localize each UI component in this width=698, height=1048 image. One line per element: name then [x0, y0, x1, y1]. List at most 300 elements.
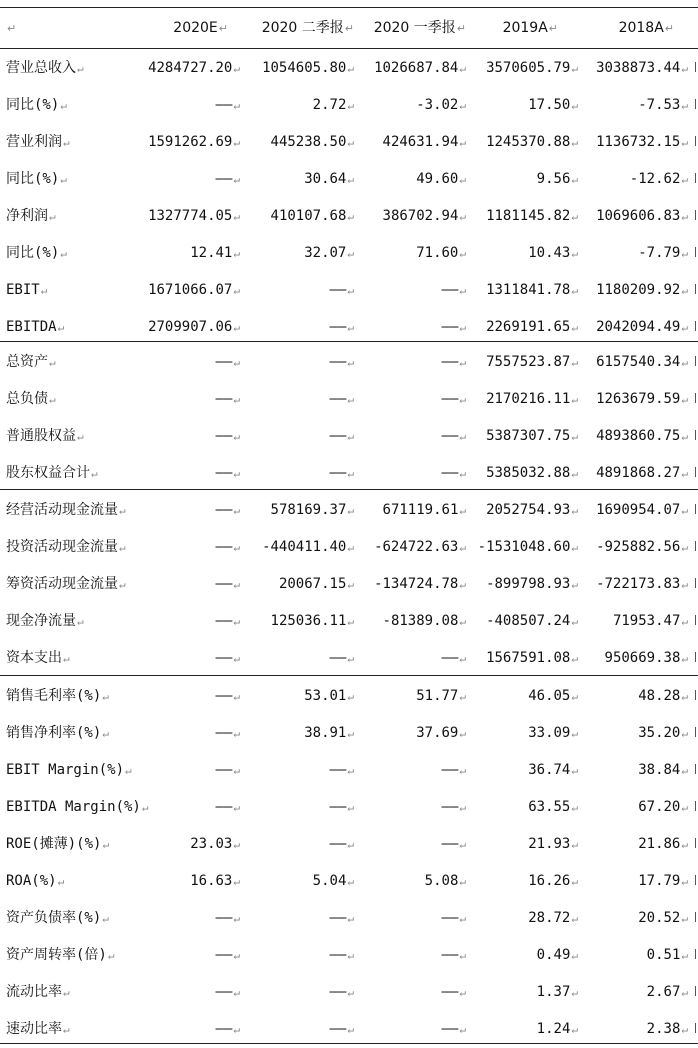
row-label: 资产负债率(%)↵	[6, 910, 109, 926]
value-cell: 1245370.88↵	[486, 134, 578, 150]
paragraph-mark-icon: ↵	[347, 690, 354, 703]
paragraph-mark-icon: ↵	[681, 356, 688, 369]
paragraph-mark-icon: ↵	[119, 578, 126, 591]
paragraph-mark-icon: ↵	[571, 727, 578, 740]
value-cell: 17.79↵	[638, 873, 688, 889]
value-cell: ——↵	[441, 465, 466, 481]
paragraph-mark-icon: ↵	[459, 284, 466, 297]
cell-edge-mark	[695, 393, 696, 403]
paragraph-mark-icon: ↵	[571, 578, 578, 591]
value-cell: ——↵	[215, 1021, 240, 1037]
value-cell: ——↵	[441, 319, 466, 335]
value-cell: ——↵	[215, 465, 240, 481]
row-label: 股东权益合计↵	[6, 465, 98, 481]
value-cell: ——↵	[441, 910, 466, 926]
paragraph-mark-icon: ↵	[233, 99, 240, 112]
paragraph-mark-icon: ↵	[681, 1023, 688, 1036]
value-cell: 1311841.78↵	[486, 282, 578, 298]
table-bottom-rule	[0, 1043, 698, 1044]
value-cell: ——↵	[441, 354, 466, 370]
value-cell: ——↵	[215, 650, 240, 666]
cell-edge-mark	[695, 1023, 696, 1033]
paragraph-mark-icon: ↵	[571, 136, 578, 149]
value-cell: ——↵	[215, 97, 240, 113]
paragraph-mark-icon: ↵	[347, 321, 354, 334]
value-cell: 1136732.15↵	[596, 134, 688, 150]
paragraph-mark-icon: ↵	[571, 652, 578, 665]
paragraph-mark-icon: ↵	[233, 356, 240, 369]
value-cell: 38.84↵	[638, 762, 688, 778]
header-col-4: 2019A↵	[502, 20, 558, 36]
value-cell: ——↵	[329, 391, 354, 407]
value-cell: ——↵	[215, 354, 240, 370]
paragraph-mark-icon: ↵	[571, 210, 578, 223]
paragraph-mark-icon: ↵	[233, 430, 240, 443]
row-label: 销售净利率(%)↵	[6, 725, 109, 741]
paragraph-mark-icon: ↵	[459, 875, 466, 888]
paragraph-mark-icon: ↵	[63, 986, 70, 999]
value-cell: ——↵	[215, 725, 240, 741]
paragraph-mark-icon: ↵	[459, 801, 466, 814]
value-cell: 1591262.69↵	[148, 134, 240, 150]
value-cell: 36.74↵	[528, 762, 578, 778]
paragraph-mark-icon: ↵	[347, 1023, 354, 1036]
paragraph-mark-icon: ↵	[347, 801, 354, 814]
value-cell: ——↵	[215, 576, 240, 592]
row-label: 销售毛利率(%)↵	[6, 688, 109, 704]
paragraph-mark-icon: ↵	[233, 393, 240, 406]
paragraph-mark-icon: ↵	[102, 912, 109, 925]
paragraph-mark-icon: ↵	[681, 764, 688, 777]
value-cell: 4284727.20↵	[148, 60, 240, 76]
row-label: 同比(%)↵	[6, 245, 67, 261]
paragraph-mark-icon: ↵	[347, 393, 354, 406]
cell-edge-mark	[695, 615, 696, 625]
paragraph-mark-icon: ↵	[233, 764, 240, 777]
group-divider-2	[0, 489, 698, 490]
value-cell: 410107.68↵	[270, 208, 354, 224]
value-cell: ——↵	[215, 947, 240, 963]
value-cell: 1.37↵	[536, 984, 578, 1000]
value-cell: ——↵	[329, 319, 354, 335]
paragraph-mark-icon: ↵	[571, 949, 578, 962]
value-cell: 424631.94↵	[382, 134, 466, 150]
paragraph-mark-icon: ↵	[456, 22, 466, 35]
value-cell: ——↵	[329, 354, 354, 370]
paragraph-mark-icon: ↵	[459, 393, 466, 406]
value-cell: ——↵	[441, 391, 466, 407]
cell-edge-mark	[695, 764, 696, 774]
header-col-3: 2020 一季报↵	[373, 20, 466, 36]
paragraph-mark-icon: ↵	[233, 986, 240, 999]
cell-edge-mark	[695, 62, 696, 72]
paragraph-mark-icon: ↵	[571, 838, 578, 851]
paragraph-mark-icon: ↵	[459, 986, 466, 999]
value-cell: 3570605.79↵	[486, 60, 578, 76]
paragraph-mark-icon: ↵	[681, 504, 688, 517]
table-row	[0, 235, 698, 272]
paragraph-mark-icon: ↵	[681, 801, 688, 814]
value-cell: ——↵	[215, 391, 240, 407]
paragraph-mark-icon: ↵	[347, 949, 354, 962]
paragraph-mark-icon: ↵	[218, 22, 228, 35]
value-cell: ——↵	[215, 502, 240, 518]
paragraph-mark-icon: ↵	[681, 727, 688, 740]
paragraph-mark-icon: ↵	[459, 949, 466, 962]
value-cell: ——↵	[215, 539, 240, 555]
value-cell: ——↵	[329, 910, 354, 926]
paragraph-mark-icon: ↵	[91, 467, 98, 480]
value-cell: ——↵	[329, 947, 354, 963]
paragraph-mark-icon: ↵	[233, 321, 240, 334]
value-cell: -3.02↵	[416, 97, 466, 113]
value-cell: 12.41↵	[190, 245, 240, 261]
row-label: 资本支出↵	[6, 650, 70, 666]
row-label: 筹资活动现金流量↵	[6, 576, 126, 592]
paragraph-mark-icon: ↵	[681, 986, 688, 999]
paragraph-mark-icon: ↵	[233, 136, 240, 149]
paragraph-mark-icon: ↵	[459, 578, 466, 591]
value-cell: 5.04↵	[312, 873, 354, 889]
row-label: 净利润↵	[6, 208, 56, 224]
value-cell: 5387307.75↵	[486, 428, 578, 444]
value-cell: 5.08↵	[424, 873, 466, 889]
paragraph-mark-icon: ↵	[125, 764, 132, 777]
value-cell: ——↵	[441, 1021, 466, 1037]
value-cell: 21.93↵	[528, 836, 578, 852]
paragraph-mark-icon: ↵	[141, 801, 149, 814]
cell-edge-mark	[695, 690, 696, 700]
paragraph-mark-icon: ↵	[571, 430, 578, 443]
value-cell: 37.69↵	[416, 725, 466, 741]
paragraph-mark-icon: ↵	[571, 62, 578, 75]
value-cell: ——↵	[215, 613, 240, 629]
paragraph-mark-icon: ↵	[459, 173, 466, 186]
paragraph-mark-icon: ↵	[233, 615, 240, 628]
value-cell: 67.20↵	[638, 799, 688, 815]
paragraph-mark-icon: ↵	[233, 62, 240, 75]
paragraph-mark-icon: ↵	[571, 284, 578, 297]
paragraph-mark-icon: ↵	[233, 801, 240, 814]
paragraph-mark-icon: ↵	[233, 578, 240, 591]
row-label: 总负债↵	[6, 391, 56, 407]
paragraph-mark-icon: ↵	[459, 504, 466, 517]
paragraph-mark-icon: ↵	[233, 875, 240, 888]
paragraph-mark-icon: ↵	[459, 1023, 466, 1036]
paragraph-mark-icon: ↵	[459, 247, 466, 260]
value-cell: 1327774.05↵	[148, 208, 240, 224]
paragraph-mark-icon: ↵	[347, 727, 354, 740]
paragraph-mark-icon: ↵	[107, 949, 115, 962]
value-cell: -624722.63↵	[374, 539, 466, 555]
paragraph-mark-icon: ↵	[459, 136, 466, 149]
paragraph-mark-icon: ↵	[347, 578, 354, 591]
paragraph-mark-icon: ↵	[681, 393, 688, 406]
paragraph-mark-icon: ↵	[571, 875, 578, 888]
paragraph-mark-icon: ↵	[233, 690, 240, 703]
paragraph-mark-icon: ↵	[664, 22, 674, 35]
value-cell: ——↵	[329, 762, 354, 778]
value-cell: 1181145.82↵	[486, 208, 578, 224]
value-cell: ——↵	[329, 282, 354, 298]
row-label: EBITDA↵	[6, 319, 65, 335]
paragraph-mark-icon: ↵	[119, 504, 126, 517]
paragraph-mark-icon: ↵	[347, 99, 354, 112]
value-cell: 1180209.92↵	[596, 282, 688, 298]
paragraph-mark-icon: ↵	[681, 690, 688, 703]
paragraph-mark-icon: ↵	[681, 210, 688, 223]
header-rule	[0, 48, 698, 49]
header-col-5: 2018A↵	[618, 20, 674, 36]
header-corner-cell	[6, 10, 16, 46]
paragraph-mark-icon: ↵	[681, 615, 688, 628]
value-cell: -440411.40↵	[262, 539, 354, 555]
paragraph-mark-icon: ↵	[119, 541, 126, 554]
value-cell: 46.05↵	[528, 688, 578, 704]
paragraph-mark-icon: ↵	[233, 173, 240, 186]
paragraph-mark-icon: ↵	[233, 247, 240, 260]
paragraph-mark-icon: ↵	[459, 210, 466, 223]
table-row	[0, 678, 698, 715]
paragraph-mark-icon: ↵	[681, 247, 688, 260]
paragraph-mark-icon: ↵	[459, 99, 466, 112]
cell-edge-mark	[695, 504, 696, 514]
value-cell: 1567591.08↵	[486, 650, 578, 666]
value-cell: 386702.94↵	[382, 208, 466, 224]
value-cell: ——↵	[329, 650, 354, 666]
value-cell: 10.43↵	[528, 245, 578, 261]
paragraph-mark-icon: ↵	[459, 321, 466, 334]
paragraph-mark-icon: ↵	[77, 430, 84, 443]
paragraph-mark-icon: ↵	[347, 356, 354, 369]
cell-edge-mark	[695, 173, 696, 183]
paragraph-mark-icon: ↵	[233, 727, 240, 740]
value-cell: ——↵	[441, 836, 466, 852]
cell-edge-mark	[695, 99, 696, 109]
paragraph-mark-icon: ↵	[347, 62, 354, 75]
paragraph-mark-icon: ↵	[233, 1023, 240, 1036]
paragraph-mark-icon: ↵	[77, 615, 84, 628]
value-cell: 0.51↵	[646, 947, 688, 963]
paragraph-mark-icon: ↵	[347, 504, 354, 517]
cell-edge-mark	[695, 541, 696, 551]
paragraph-mark-icon: ↵	[571, 1023, 578, 1036]
paragraph-mark-icon: ↵	[548, 22, 558, 35]
paragraph-mark-icon: ↵	[571, 504, 578, 517]
paragraph-mark-icon: ↵	[571, 99, 578, 112]
paragraph-mark-icon: ↵	[344, 22, 354, 35]
paragraph-mark-icon: ↵	[63, 652, 70, 665]
value-cell: 48.28↵	[638, 688, 688, 704]
value-cell: 32.07↵	[304, 245, 354, 261]
value-cell: -7.53↵	[638, 97, 688, 113]
table-row	[0, 50, 698, 87]
paragraph-mark-icon: ↵	[347, 247, 354, 260]
table-row	[0, 974, 698, 1011]
table-row	[0, 603, 698, 640]
cell-edge-mark	[695, 578, 696, 588]
row-label: 投资活动现金流量↵	[6, 539, 126, 555]
value-cell: ——↵	[215, 799, 240, 815]
cell-edge-mark	[695, 652, 696, 662]
paragraph-mark-icon: ↵	[347, 173, 354, 186]
paragraph-mark-icon: ↵	[347, 986, 354, 999]
value-cell: 49.60↵	[416, 171, 466, 187]
value-cell: 38.91↵	[304, 725, 354, 741]
table-row	[0, 272, 698, 309]
table-row	[0, 529, 698, 566]
value-cell: -134724.78↵	[374, 576, 466, 592]
value-cell: 1054605.80↵	[262, 60, 354, 76]
row-label: 营业总收入↵	[6, 60, 84, 76]
value-cell: 950669.38↵	[604, 650, 688, 666]
paragraph-mark-icon: ↵	[459, 62, 466, 75]
value-cell: ——↵	[441, 799, 466, 815]
paragraph-mark-icon: ↵	[233, 504, 240, 517]
paragraph-mark-icon: ↵	[681, 430, 688, 443]
paragraph-mark-icon: ↵	[459, 356, 466, 369]
row-label: 资产周转率(倍)↵	[6, 947, 115, 963]
paragraph-mark-icon: ↵	[681, 578, 688, 591]
value-cell: 1263679.59↵	[596, 391, 688, 407]
value-cell: 2.38↵	[646, 1021, 688, 1037]
value-cell: ——↵	[215, 428, 240, 444]
table-row	[0, 87, 698, 124]
cell-edge-mark	[695, 912, 696, 922]
paragraph-mark-icon: ↵	[571, 173, 578, 186]
value-cell: ——↵	[329, 1021, 354, 1037]
value-cell: ——↵	[215, 910, 240, 926]
value-cell: 2709907.06↵	[148, 319, 240, 335]
value-cell: ——↵	[215, 171, 240, 187]
value-cell: 16.63↵	[190, 873, 240, 889]
value-cell: ——↵	[215, 762, 240, 778]
value-cell: 17.50↵	[528, 97, 578, 113]
value-cell: ——↵	[329, 836, 354, 852]
cell-edge-mark	[695, 356, 696, 366]
cell-edge-mark	[695, 801, 696, 811]
paragraph-mark-icon: ↵	[57, 875, 65, 888]
value-cell: 4893860.75↵	[596, 428, 688, 444]
row-label: ROA(%)↵	[6, 873, 65, 889]
paragraph-mark-icon: ↵	[347, 136, 354, 149]
paragraph-mark-icon: ↵	[233, 838, 240, 851]
paragraph-mark-icon: ↵	[49, 393, 56, 406]
value-cell: 2170216.11↵	[486, 391, 578, 407]
value-cell: -722173.83↵	[596, 576, 688, 592]
value-cell: 1671066.07↵	[148, 282, 240, 298]
value-cell: -408507.24↵	[486, 613, 578, 629]
cell-edge-mark	[695, 136, 696, 146]
table-row	[0, 715, 698, 752]
value-cell: 71953.47↵	[612, 613, 688, 629]
row-label: ROE(摊薄)(%)↵	[6, 836, 110, 852]
row-label: EBIT Margin(%)↵	[6, 762, 132, 778]
table-row	[0, 789, 698, 826]
table-row	[0, 418, 698, 455]
row-label: 同比(%)↵	[6, 97, 67, 113]
paragraph-mark-icon: ↵	[681, 136, 688, 149]
value-cell: 20.52↵	[638, 910, 688, 926]
paragraph-mark-icon: ↵	[681, 541, 688, 554]
paragraph-mark-icon: ↵	[681, 875, 688, 888]
cell-edge-mark	[695, 949, 696, 959]
paragraph-mark-icon: ↵	[459, 727, 466, 740]
table-row	[0, 826, 698, 863]
value-cell: 21.86↵	[638, 836, 688, 852]
paragraph-mark-icon: ↵	[233, 652, 240, 665]
value-cell: ——↵	[329, 428, 354, 444]
paragraph-mark-icon: ↵	[102, 838, 110, 851]
value-cell: 6157540.34↵	[596, 354, 688, 370]
paragraph-mark-icon: ↵	[681, 949, 688, 962]
value-cell: ——↵	[329, 799, 354, 815]
paragraph-mark-icon: ↵	[681, 838, 688, 851]
cell-edge-mark	[695, 430, 696, 440]
paragraph-mark-icon: ↵	[102, 727, 109, 740]
value-cell: ——↵	[329, 465, 354, 481]
row-label: 营业利润↵	[6, 134, 70, 150]
row-label: 速动比率↵	[6, 1021, 70, 1037]
paragraph-mark-icon: ↵	[347, 764, 354, 777]
value-cell: 28.72↵	[528, 910, 578, 926]
paragraph-mark-icon: ↵	[681, 99, 688, 112]
row-label: 经营活动现金流量↵	[6, 502, 126, 518]
value-cell: 0.49↵	[536, 947, 578, 963]
value-cell: 51.77↵	[416, 688, 466, 704]
paragraph-mark-icon: ↵	[57, 321, 65, 334]
paragraph-mark-icon: ↵	[7, 22, 17, 35]
value-cell: 63.55↵	[528, 799, 578, 815]
paragraph-mark-icon: ↵	[63, 1023, 70, 1036]
cell-edge-mark	[695, 986, 696, 996]
paragraph-mark-icon: ↵	[459, 615, 466, 628]
value-cell: ——↵	[215, 688, 240, 704]
paragraph-mark-icon: ↵	[571, 393, 578, 406]
value-cell: -1531048.60↵	[477, 539, 578, 555]
paragraph-mark-icon: ↵	[571, 986, 578, 999]
paragraph-mark-icon: ↵	[681, 173, 688, 186]
value-cell: 1.24↵	[536, 1021, 578, 1037]
value-cell: 16.26↵	[528, 873, 578, 889]
value-cell: 2042094.49↵	[596, 319, 688, 335]
value-cell: 125036.11↵	[270, 613, 354, 629]
paragraph-mark-icon: ↵	[347, 430, 354, 443]
table-row	[0, 900, 698, 937]
cell-edge-mark	[695, 467, 696, 477]
paragraph-mark-icon: ↵	[49, 356, 56, 369]
value-cell: 7557523.87↵	[486, 354, 578, 370]
paragraph-mark-icon: ↵	[347, 541, 354, 554]
value-cell: -81389.08↵	[382, 613, 466, 629]
paragraph-mark-icon: ↵	[77, 62, 84, 75]
table-row	[0, 937, 698, 974]
value-cell: ——↵	[441, 282, 466, 298]
value-cell: -7.79↵	[638, 245, 688, 261]
paragraph-mark-icon: ↵	[347, 615, 354, 628]
value-cell: -925882.56↵	[596, 539, 688, 555]
value-cell: 445238.50↵	[270, 134, 354, 150]
paragraph-mark-icon: ↵	[233, 467, 240, 480]
paragraph-mark-icon: ↵	[347, 875, 354, 888]
paragraph-mark-icon: ↵	[347, 912, 354, 925]
cell-edge-mark	[695, 247, 696, 257]
value-cell: ——↵	[441, 650, 466, 666]
paragraph-mark-icon: ↵	[347, 467, 354, 480]
paragraph-mark-icon: ↵	[571, 764, 578, 777]
table-row	[0, 455, 698, 492]
value-cell: 2052754.93↵	[486, 502, 578, 518]
